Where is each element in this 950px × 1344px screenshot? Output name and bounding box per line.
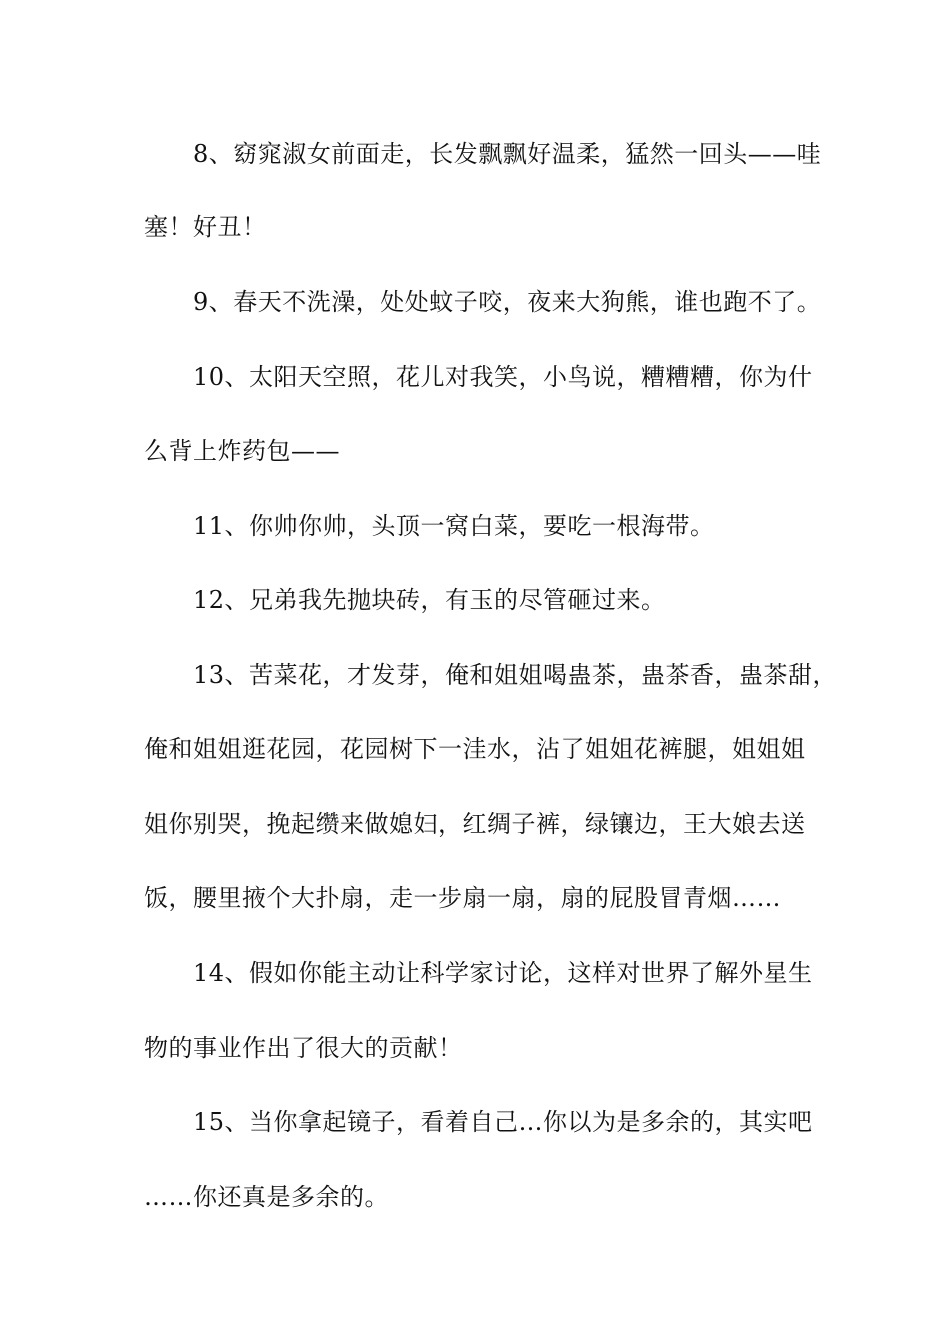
- paragraph-8-line-2: 塞！好丑！: [144, 213, 267, 241]
- paragraph-12-line-1: 12、兄弟我先抛块砖，有玉的尽管砸过来。: [193, 586, 666, 614]
- paragraph-11-line-1: 11、你帅你帅，头顶一窝白菜，要吃一根海带。: [193, 512, 715, 540]
- paragraph-10-line-2: 么背上炸药包——: [144, 437, 340, 465]
- paragraph-13-line-3: 姐你别哭，挽起缵来做媳妇，红绸子裤，绿镶边，王大娘去送: [144, 810, 806, 838]
- paragraph-14-line-1: 14、假如你能主动让科学家讨论，这样对世界了解外星生: [193, 959, 813, 987]
- paragraph-8-line-1: 8、窈窕淑女前面走，长发飘飘好温柔，猛然一回头——哇: [193, 140, 822, 168]
- paragraph-13-line-2: 俺和姐姐逛花园，花园树下一洼水，沾了姐姐花裤腿，姐姐姐: [144, 735, 806, 763]
- paragraph-15-line-1: 15、当你拿起镜子，看着自己…你以为是多余的，其实吧: [193, 1108, 813, 1136]
- paragraph-13-line-4: 饭，腰里掖个大扑扇，走一步扇一扇，扇的屁股冒青烟……: [144, 884, 781, 912]
- paragraph-9-line-1: 9、春天不洗澡，处处蚊子咬，夜来大狗熊，谁也跑不了。: [193, 288, 822, 316]
- paragraph-15-line-2: ……你还真是多余的。: [144, 1183, 389, 1211]
- paragraph-14-line-2: 物的事业作出了很大的贡献！: [144, 1034, 463, 1062]
- paragraph-10-line-1: 10、太阳天空照，花儿对我笑，小鸟说，糟糟糟，你为什: [193, 363, 813, 391]
- paragraph-13-line-1: 13、苦菜花，才发芽，俺和姐姐喝蛊茶，蛊茶香，蛊茶甜，: [193, 661, 838, 689]
